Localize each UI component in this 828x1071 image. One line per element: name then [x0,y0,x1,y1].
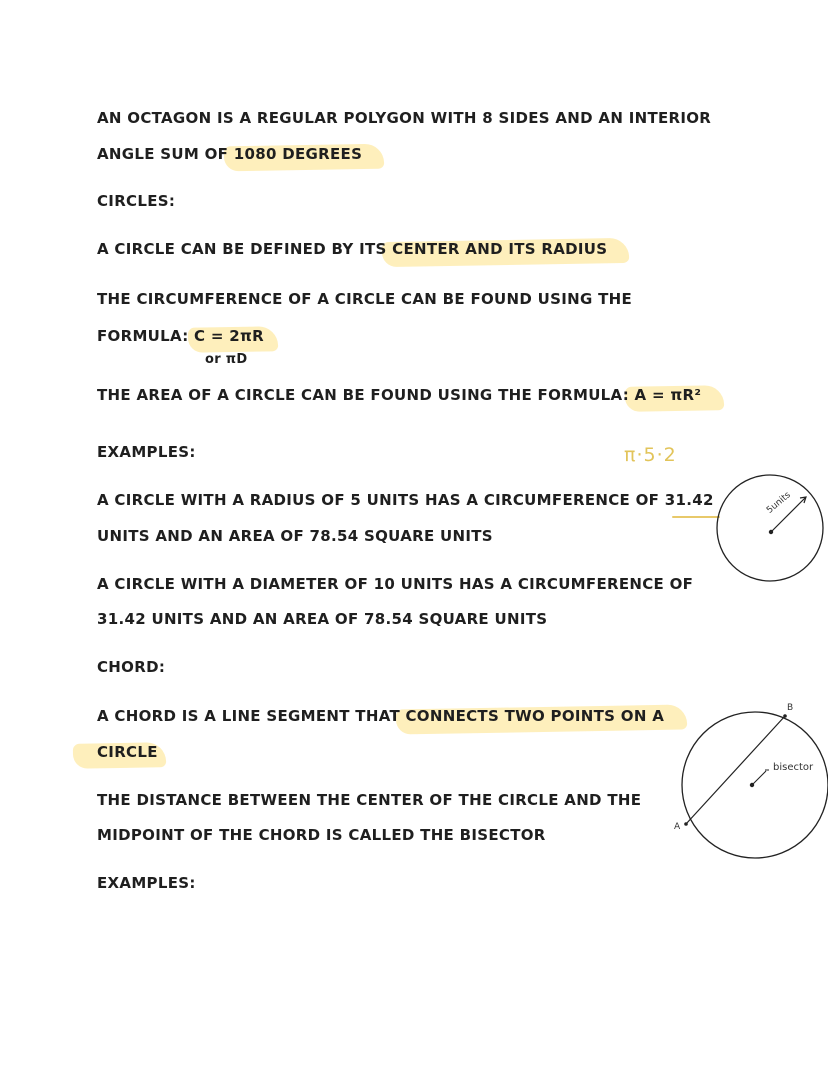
radius-circle-figure [716,470,828,584]
bisector-line-1: THE DISTANCE BETWEEN THE CENTER OF THE CIRCLE AND THE [97,791,642,809]
examples-heading: EXAMPLES: [97,443,196,461]
highlight-connects-points: CONNECTS TWO POINTS ON A [405,707,665,725]
circumference-alt-formula: or πD [205,352,248,367]
underline-31-42 [672,516,720,518]
highlight-center-radius: CENTER AND ITS RADIUS [392,240,608,258]
highlight-circumference-formula: C = 2πR [194,327,265,345]
circles-heading: CIRCLES: [97,192,176,210]
highlight-1080-degrees: 1080 DEGREES [233,145,363,163]
bisector-line [752,771,766,785]
area-text: THE AREA OF A CIRCLE CAN BE FOUND USING THE FORMULA: [97,386,635,404]
point-b-dot [783,714,787,718]
circle-definition-text: A CIRCLE CAN BE DEFINED BY ITS [97,240,393,258]
example1-line-1: A CIRCLE WITH A RADIUS OF 5 UNITS HAS A CIRCUMFERENCE OF 31.42 [97,491,714,509]
example1-line-2: UNITS AND AN AREA OF 78.54 SQUARE UNITS [97,527,493,545]
chord-line [686,716,785,824]
area-line [97,385,701,405]
bisector-label: bisector [773,762,814,773]
octagon-line-2 [97,144,362,164]
chord-definition-line-1 [97,706,664,726]
chord-center-dot [750,783,754,787]
formula-label: FORMULA: [97,327,195,345]
chord-heading: CHORD: [97,658,166,676]
highlight-area-formula: A = πR² [634,386,702,404]
chord-circle-figure [672,702,828,862]
highlight-circle-word: CIRCLE [97,743,158,761]
examples-heading-2: EXAMPLES: [97,874,196,892]
example2-line-2: 31.42 UNITS AND AN AREA OF 78.54 SQUARE UNITS [97,610,548,628]
point-b-label: B [787,703,794,713]
example2-line-1: A CIRCLE WITH A DIAMETER OF 10 UNITS HAS A CIRCUMFERENCE OF [97,575,694,593]
bisector-line-2: MIDPOINT OF THE CHORD IS CALLED THE BISECTOR [97,826,546,844]
chord-definition-text: A CHORD IS A LINE SEGMENT THAT [97,707,406,725]
octagon-text: ANGLE SUM OF [97,145,234,163]
circumference-line-1: THE CIRCUMFERENCE OF A CIRCLE CAN BE FOUND USING THE [97,290,633,308]
radius-center-dot [769,530,773,534]
chord-definition-line-2 [97,742,158,762]
circle-definition [97,239,607,259]
circumference-line-2 [97,326,264,346]
chord-circle [682,712,828,858]
point-a-label: A [674,822,681,832]
point-a-dot [684,822,688,826]
octagon-line-1: AN OCTAGON IS A REGULAR POLYGON WITH 8 SIDES AND AN INTERIOR [97,109,712,127]
radius-circle [717,475,823,581]
pi-calculation-note: π·5·2 [624,444,677,466]
radius-label: 5units [765,490,793,516]
